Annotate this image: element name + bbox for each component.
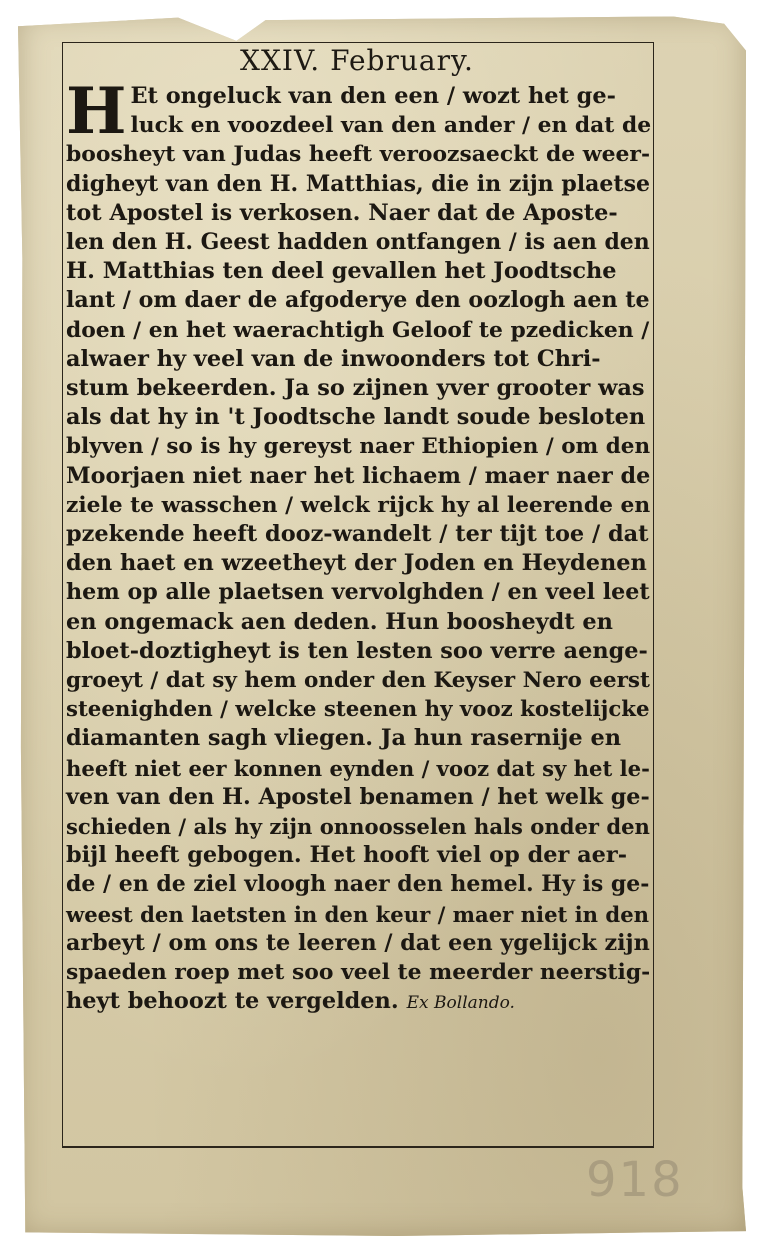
body-text	[66, 74, 652, 1019]
source-citation: Ex Bollando.	[406, 993, 515, 1014]
text-line-last	[66, 987, 652, 1018]
text-line: groeyt / dat sy hem onder den Keyser Nero eerst	[66, 668, 650, 694]
text-line: stum bekeerden. Ja so zijnen yver grooter was	[66, 375, 645, 402]
text-line: schieden / als hy zijn onnoosselen hals onder den	[66, 814, 650, 840]
text-line: als dat hy in 't Joodtsche landt soude besloten	[66, 404, 646, 431]
text-line: de / en de ziel vloogh naer den hemel. Hy is ge-	[66, 871, 650, 898]
text-line: doen / en het waerachtigh Geloof te pzedicken /	[66, 317, 650, 343]
text-line: pzekende heeft dooz-wandelt / ter tijt toe / dat	[66, 521, 649, 548]
text-line: diamanten sagh vliegen. Ja hun rasernije en	[66, 725, 622, 752]
text-line: weest den laetsten in den keur / maer niet in den	[66, 901, 650, 927]
text-line: tot Apostel is verkosen. Naer dat de Aposte-	[66, 199, 618, 226]
text-line: steenighden / welcke steenen hy vooz kostelijcke	[66, 697, 650, 723]
text-line: H. Matthias ten deel gevallen het Joodtsche	[66, 258, 617, 285]
text-line: luck en voozdeel van den ander / en dat de	[130, 113, 652, 139]
text-line: alwaer hy veel van de inwoonders tot Chri-	[66, 345, 601, 372]
text-line: lant / om daer de afgoderye den oozlogh aen te	[66, 287, 650, 314]
inventory-number-stamp: 918	[586, 1152, 684, 1208]
text-line: len den H. Geest hadden ontfangen / is aen den	[66, 229, 650, 256]
text-line: spaeden roep met soo veel te meerder neerstig-	[66, 959, 651, 986]
text-line: bloet-doztigheyt is ten lesten soo verre aenge-	[66, 637, 648, 664]
text-line: en ongemack aen deden. Hun boosheydt en	[66, 608, 613, 635]
text-line: hem op alle plaetsen vervolghden / en veel leet	[66, 579, 650, 606]
text-line: blyven / so is hy gereyst naer Ethiopien / om den	[66, 434, 651, 460]
text-line: ziele te wasschen / welck rijck hy al leerende en	[66, 492, 651, 518]
text-line: Et ongeluck van den een / wozt het ge-	[130, 83, 616, 109]
text-line: Moorjaen niet naer het lichaem / maer naer de	[66, 462, 651, 489]
text-line: bijl heeft gebogen. Het hooft viel op der aer-	[66, 842, 627, 869]
text-line: arbeyt / om ons te leeren / dat een ygelijck zijn	[66, 929, 650, 956]
text-line: heyt behoozt te vergelden.	[66, 988, 399, 1015]
text-line: ven van den H. Apostel benamen / het welk ge-	[66, 783, 650, 810]
text-line: digheyt van den H. Matthias, die in zijn plaetse	[66, 170, 651, 197]
drop-cap: H	[66, 74, 127, 149]
text-line: boosheyt van Judas heeft veroozsaeckt de weer-	[66, 141, 651, 168]
page-title: XXIV. February.	[240, 44, 474, 77]
text-line: heeft niet eer konnen eynden / vooz dat sy het le-	[66, 755, 650, 781]
text-line: den haet en wzeetheyt der Joden en Heydenen	[66, 550, 647, 577]
